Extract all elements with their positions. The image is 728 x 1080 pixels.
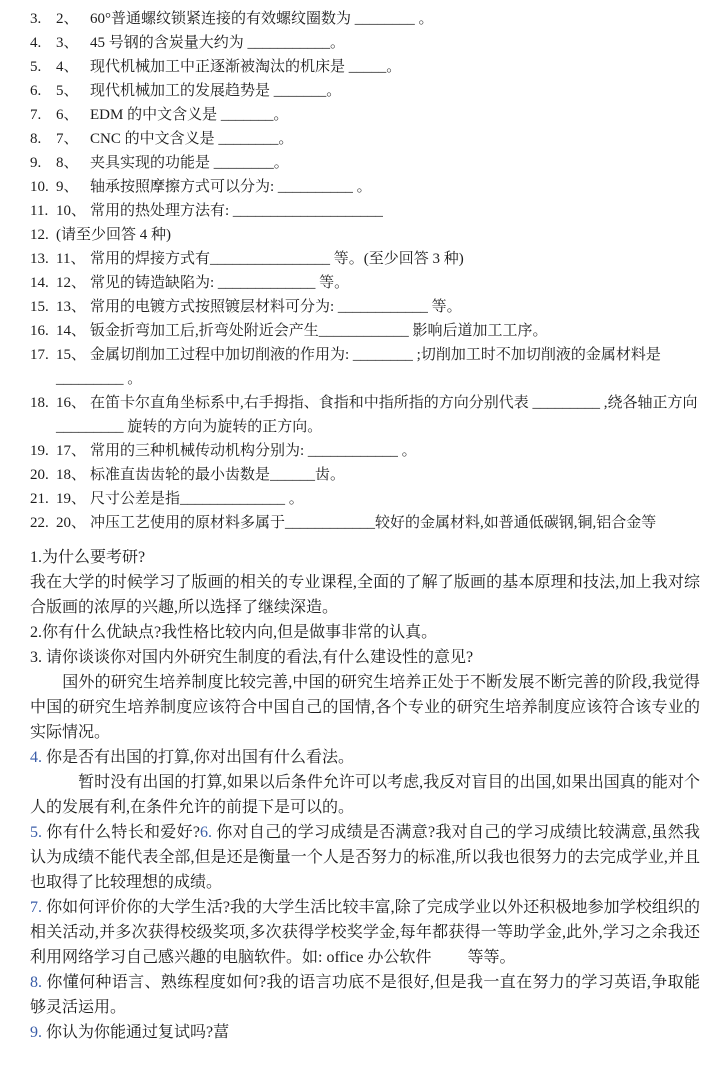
qa-paragraph (30, 970, 700, 1020)
quiz-item-number: 22. (30, 515, 49, 531)
quiz-item-sub-number: 3、 (56, 35, 79, 51)
qa-text-segment: 你如何评价你的大学生活?我的大学生活比较丰富,除了完成学业以外还积极地参加学校组织的相关活动,并多次获得校级奖项,多次获得学校奖学金,每年都获得一等助学金,此外,学习之余我还利用网络学习自己感兴趣的电脑软件。如: office 办公软件 等等。 (30, 899, 700, 966)
quiz-item (30, 199, 700, 223)
qa-text-segment: 你对自己的学习成绩是否满意?我对自己的学习成绩比较满意,虽然我认为成绩不能代表全部,但是还是衡量一个人是否努力的标准,所以我也很努力的去完成学业,并且也取得了比较理想的成绩。 (30, 824, 700, 891)
qa-text-segment: 请你谈谈你对国内外研究生制度的看法,有什么建设性的意见? (42, 649, 474, 666)
quiz-item (30, 31, 700, 55)
quiz-item-number: 7. (30, 107, 42, 123)
qa-paragraph (30, 895, 700, 970)
quiz-item-text: 现代机械加工中正逐渐被淘汰的机床是 _____。 (90, 59, 402, 75)
quiz-item-text: 轴承按照摩擦方式可以分为: __________ 。 (90, 179, 372, 195)
quiz-item-body (56, 343, 700, 391)
quiz-item-sub-number: 15、 (56, 347, 87, 363)
quiz-item (30, 463, 700, 487)
quiz-item (30, 343, 700, 391)
quiz-item-body (56, 463, 700, 487)
qa-text-segment: 6. (199, 824, 212, 841)
quiz-item-sub-number: 7、 (56, 131, 79, 147)
qa-paragraph (30, 770, 700, 820)
qa-text-segment: 你是否有出国的打算,你对出国有什么看法。 (42, 749, 355, 766)
quiz-item (30, 319, 700, 343)
quiz-item (30, 271, 700, 295)
quiz-item-sub-number: 12、 (56, 275, 87, 291)
qa-text-segment: 暂时没有出国的打算,如果以后条件允许可以考虑,我反对盲目的出国,如果出国真的能对个人的发展有利,在条件允许的前提下是可以的。 (30, 774, 700, 816)
quiz-item-body (56, 391, 700, 439)
quiz-item-number: 15. (30, 299, 49, 315)
interview-section (30, 545, 700, 1045)
quiz-item-number: 10. (30, 179, 49, 195)
qa-text-segment: 你有什么优缺点?我性格比较内向,但是做事非常的认真。 (42, 624, 438, 641)
quiz-item-number: 4. (30, 35, 42, 51)
quiz-item-body (56, 295, 700, 319)
qa-text-segment: 4. (30, 749, 42, 766)
qa-paragraph (30, 820, 700, 895)
quiz-item (30, 487, 700, 511)
quiz-item-text: EDM 的中文含义是 _______。 (90, 107, 289, 123)
qa-text-segment: 为什么要考研? (42, 549, 146, 566)
quiz-item (30, 511, 700, 535)
quiz-item-body (56, 31, 700, 55)
quiz-item-text: 冲压工艺使用的原材料多属于____________较好的金属材料,如普通低碳钢,铜,铝合金等 (90, 515, 657, 531)
qa-paragraph (30, 645, 700, 670)
quiz-item-number: 13. (30, 251, 49, 267)
quiz-item-text: 尺寸公差是指______________ 。 (90, 491, 304, 507)
quiz-item (30, 223, 700, 247)
quiz-item-body (56, 7, 700, 31)
quiz-item-body (56, 151, 700, 175)
quiz-item-sub-number: 19、 (56, 491, 87, 507)
quiz-item-sub-number: 13、 (56, 299, 87, 315)
quiz-item-text: CNC 的中文含义是 ________。 (90, 131, 294, 147)
quiz-item-body (56, 175, 700, 199)
quiz-item-sub-number: 2、 (56, 11, 79, 27)
quiz-item-sub-number: 8、 (56, 155, 79, 171)
quiz-item-number: 18. (30, 395, 49, 411)
quiz-item (30, 127, 700, 151)
quiz-item-sub-number: 10、 (56, 203, 87, 219)
quiz-item (30, 55, 700, 79)
quiz-item-text: 常用的电镀方式按照镀层材料可分为: ____________ 等。 (90, 299, 462, 315)
quiz-item-text: 现代机械加工的发展趋势是 _______。 (90, 83, 342, 99)
quiz-item-sub-number: 16、 (56, 395, 87, 411)
quiz-item-sub-number: 11、 (56, 251, 86, 267)
quiz-item-body (56, 199, 700, 223)
quiz-item-body (56, 103, 700, 127)
qa-text-segment: 你认为你能通过复试吗?葍 (42, 1024, 230, 1041)
quiz-item-body (56, 127, 700, 151)
qa-text-segment: 3. (30, 649, 42, 666)
qa-text-segment: 2. (30, 624, 42, 641)
qa-text-segment: 我在大学的时候学习了版画的相关的专业课程,全面的了解了版画的基本原理和技法,加上我对综合版画的浓厚的兴趣,所以选择了继续深造。 (30, 574, 700, 616)
quiz-item-number: 19. (30, 443, 49, 459)
quiz-item-body (56, 223, 700, 247)
quiz-item-sub-number: 14、 (56, 323, 87, 339)
qa-paragraph (30, 620, 700, 645)
quiz-item-text: 金属切削加工过程中加切削液的作用为: ________ ;切削加工时不加切削液的金属材料是 _________ 。 (56, 347, 661, 387)
quiz-item-text: 钣金折弯加工后,折弯处附近会产生____________ 影响后道加工工序。 (90, 323, 548, 339)
qa-paragraph (30, 670, 700, 745)
quiz-item (30, 439, 700, 463)
quiz-item-text: 夹具实现的功能是 ________。 (90, 155, 289, 171)
quiz-item-sub-number: 17、 (56, 443, 87, 459)
quiz-item-text: 常用的三种机械传动机构分别为: ____________ 。 (90, 443, 417, 459)
quiz-item-number: 5. (30, 59, 42, 75)
quiz-item-text: 常用的焊接方式有________________ 等。(至少回答 3 种) (90, 251, 464, 267)
qa-text-segment: 7. (30, 899, 42, 916)
quiz-item-body (56, 487, 700, 511)
qa-paragraph (30, 570, 700, 620)
quiz-item-number: 8. (30, 131, 42, 147)
quiz-item-text: 在笛卡尔直角坐标系中,右手拇指、食指和中指所指的方向分别代表 _________ ,绕各轴正方向_________ 旋转的方向为旋转的正方向。 (56, 395, 698, 435)
qa-text-segment: 你有什么特长和爱好? (42, 824, 200, 841)
quiz-item-number: 12. (30, 227, 49, 243)
quiz-item-number: 9. (30, 155, 42, 171)
quiz-item (30, 175, 700, 199)
qa-text-segment: 5. (30, 824, 42, 841)
quiz-item-body (56, 79, 700, 103)
quiz-item-body (56, 271, 700, 295)
quiz-item-number: 3. (30, 11, 42, 27)
quiz-item-number: 6. (30, 83, 42, 99)
quiz-item-number: 16. (30, 323, 49, 339)
quiz-item-body (56, 439, 700, 463)
quiz-item-text: 常用的热处理方法有: ____________________ (90, 203, 383, 219)
quiz-item-body (56, 511, 700, 535)
quiz-item-text: (请至少回答 4 种) (56, 227, 171, 243)
quiz-item-text: 45 号钢的含炭量大约为 ___________。 (90, 35, 346, 51)
quiz-item-sub-number: 6、 (56, 107, 79, 123)
quiz-item-text: 60°普通螺纹锁紧连接的有效螺纹圈数为 ________ 。 (90, 11, 434, 27)
quiz-item-number: 14. (30, 275, 49, 291)
qa-text-segment: 1. (30, 549, 42, 566)
quiz-item-text: 标准直齿齿轮的最小齿数是______齿。 (90, 467, 346, 483)
quiz-item-number: 11. (30, 203, 49, 219)
quiz-item-sub-number: 5、 (56, 83, 79, 99)
quiz-item-sub-number: 4、 (56, 59, 79, 75)
quiz-item-number: 20. (30, 467, 49, 483)
quiz-item (30, 295, 700, 319)
quiz-list (30, 7, 700, 535)
qa-paragraph (30, 545, 700, 570)
quiz-item-body (56, 319, 700, 343)
quiz-item (30, 151, 700, 175)
quiz-item (30, 103, 700, 127)
qa-text-segment: 国外的研究生培养制度比较完善,中国的研究生培养正处于不断发展不断完善的阶段,我觉得中国的研究生培养制度应该符合中国自己的国情,各个专业的研究生培养制度应该符合该专业的实际情况。 (30, 674, 700, 741)
qa-paragraph (30, 1020, 700, 1045)
qa-paragraph (30, 745, 700, 770)
qa-text-segment: 8. (30, 974, 42, 991)
quiz-item-body (56, 55, 700, 79)
quiz-item-sub-number: 9、 (56, 179, 79, 195)
quiz-item (30, 247, 700, 271)
qa-text-segment: 你懂何种语言、熟练程度如何?我的语言功底不是很好,但是我一直在努力的学习英语,争取能够灵活运用。 (30, 974, 700, 1016)
quiz-item-sub-number: 20、 (56, 515, 87, 531)
quiz-item-body (56, 247, 700, 271)
quiz-item-number: 21. (30, 491, 49, 507)
quiz-item (30, 79, 700, 103)
quiz-item (30, 7, 700, 31)
qa-text-segment: 9. (30, 1024, 42, 1041)
quiz-item-sub-number: 18、 (56, 467, 87, 483)
quiz-item-number: 17. (30, 347, 49, 363)
quiz-item-text: 常见的铸造缺陷为: _____________ 等。 (90, 275, 350, 291)
quiz-item (30, 391, 700, 439)
